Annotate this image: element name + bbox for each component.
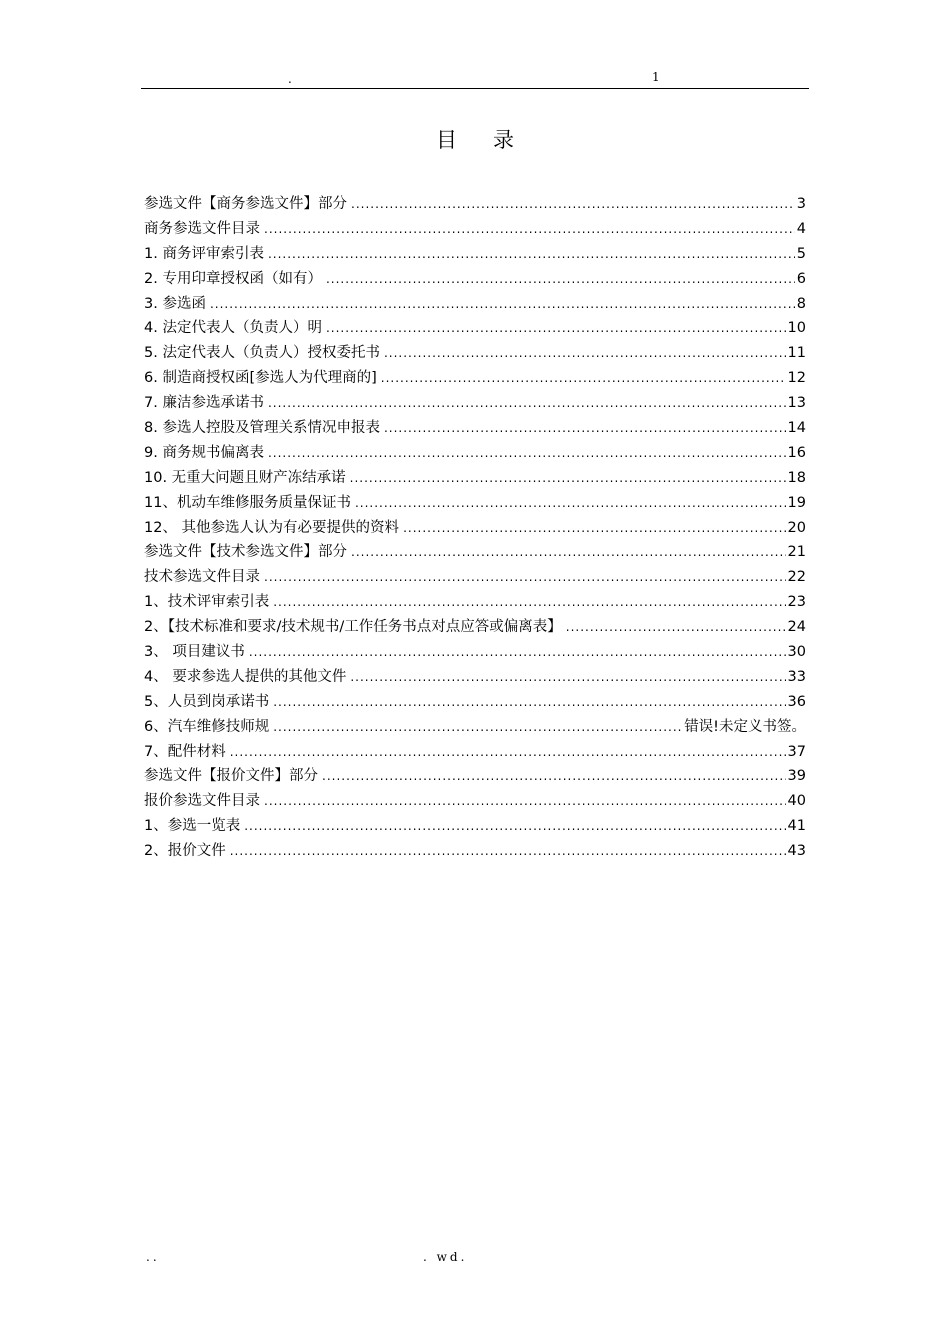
toc-entry[interactable] [144, 466, 806, 491]
toc-entry-page: 10 [787, 320, 806, 337]
toc-entry-label: 技术参选文件目录 [144, 569, 260, 586]
toc-entry[interactable] [144, 814, 806, 839]
toc-entry-page: 12 [787, 370, 806, 387]
toc-entry-label: 7、配件材料 [144, 743, 226, 760]
toc-dot-leader [322, 764, 786, 789]
toc-entry-page: 21 [787, 544, 806, 561]
toc-entry-page: 39 [787, 768, 806, 785]
toc-entry-label: 11、机动车维修服务质量保证书 [144, 494, 351, 511]
title-char-2: 录 [493, 128, 514, 152]
toc-entry-label: 12、 其他参选人认为有必要提供的资料 [144, 519, 400, 536]
toc-entry[interactable] [144, 789, 806, 814]
toc-entry-label: 1、技术评审索引表 [144, 594, 270, 611]
toc-entry[interactable] [144, 292, 806, 317]
toc-entry[interactable] [144, 441, 806, 466]
toc-dot-leader [403, 516, 785, 541]
toc-dot-leader [273, 715, 682, 740]
toc-entry[interactable] [144, 690, 806, 715]
toc-entry-label: 参选文件【商务参选文件】部分 [144, 196, 347, 212]
toc-entry-label: 9. 商务规书偏离表 [144, 444, 264, 461]
toc-entry-label: 2. 专用印章授权函（如有） [144, 270, 322, 287]
page-title [0, 124, 950, 154]
toc-entry-label: 5. 法定代表人（负责人）授权委托书 [144, 345, 380, 362]
toc-dot-leader [264, 789, 786, 814]
toc-dot-leader [244, 814, 785, 839]
toc-entry[interactable] [144, 516, 806, 541]
toc-entry-label: 4、 要求参选人提供的其他文件 [144, 668, 347, 685]
toc-dot-leader [384, 341, 786, 366]
toc-dot-leader [326, 316, 786, 341]
toc-entry[interactable] [144, 267, 806, 292]
toc-entry[interactable] [144, 217, 806, 242]
toc-entry[interactable] [144, 665, 806, 690]
toc-entry-page: 3 [796, 196, 806, 212]
toc-entry[interactable] [144, 565, 806, 590]
toc-dot-leader [230, 839, 786, 864]
toc-entry-label: 参选文件【报价文件】部分 [144, 768, 318, 785]
toc-entry[interactable] [144, 391, 806, 416]
toc-dot-leader [264, 565, 786, 590]
toc-entry-page: 4 [796, 220, 806, 237]
toc-entry[interactable] [144, 540, 806, 565]
toc-entry-label: 报价参选文件目录 [144, 793, 260, 810]
toc-entry-label: 6、汽车维修技师规 [144, 718, 270, 735]
header-mark: . [288, 72, 292, 86]
toc-entry-page: 23 [787, 594, 806, 611]
toc-entry-label: 2、【技术标准和要求/技术规书/工作任务书点对点应答或偏离表】 [144, 619, 562, 636]
page-header [141, 70, 809, 89]
toc-entry[interactable] [144, 640, 806, 665]
toc-entry-page: 11 [787, 345, 806, 362]
toc-entry-label: 商务参选文件目录 [144, 220, 260, 237]
toc-entry-label: 6. 制造商授权函[参选人为代理商的] [144, 370, 377, 387]
toc-dot-leader [210, 292, 795, 317]
toc-entry-page: 24 [787, 619, 806, 636]
toc-entry-label: 10. 无重大问题且财产冻结承诺 [144, 469, 346, 486]
toc-entry[interactable] [144, 740, 806, 765]
table-of-contents [144, 192, 806, 864]
toc-dot-leader [268, 391, 786, 416]
toc-entry[interactable] [144, 615, 806, 640]
toc-dot-leader [350, 466, 786, 491]
toc-entry-page: 37 [787, 743, 806, 760]
toc-entry-page: 14 [787, 420, 806, 437]
toc-dot-leader [230, 740, 786, 765]
toc-dot-leader [566, 615, 786, 640]
toc-dot-leader [264, 217, 795, 242]
toc-entry[interactable] [144, 839, 806, 864]
toc-entry-label: 参选文件【技术参选文件】部分 [144, 544, 347, 561]
toc-entry[interactable] [144, 491, 806, 516]
toc-dot-leader [384, 416, 786, 441]
toc-dot-leader [268, 242, 795, 267]
toc-entry-page: 41 [787, 818, 806, 835]
toc-entry-page: 错误!未定义书签。 [684, 718, 806, 735]
toc-dot-leader [249, 640, 786, 665]
toc-entry-page: 19 [787, 494, 806, 511]
toc-entry-label: 8. 参选人控股及管理关系情况申报表 [144, 420, 380, 437]
toc-dot-leader [381, 366, 786, 391]
toc-dot-leader [326, 267, 795, 292]
toc-entry[interactable] [144, 764, 806, 789]
footer-left-text: .. [146, 1250, 160, 1264]
toc-entry[interactable] [144, 416, 806, 441]
toc-entry-label: 1、参选一览表 [144, 818, 241, 835]
toc-entry-page: 22 [787, 569, 806, 586]
toc-entry-page: 5 [796, 245, 806, 262]
toc-entry[interactable] [144, 192, 806, 217]
toc-entry-label: 7. 廉洁参选承诺书 [144, 395, 264, 412]
toc-entry-page: 13 [787, 395, 806, 412]
toc-entry[interactable] [144, 366, 806, 391]
toc-entry[interactable] [144, 242, 806, 267]
toc-dot-leader [351, 540, 786, 565]
toc-entry-page: 6 [796, 270, 806, 287]
footer-center-text: . wd. [423, 1250, 468, 1264]
header-page-number: 1 [652, 70, 660, 84]
toc-entry-label: 3、 项目建议书 [144, 644, 245, 661]
toc-dot-leader [351, 192, 795, 217]
toc-entry-page: 36 [787, 693, 806, 710]
toc-entry-label: 1. 商务评审索引表 [144, 245, 264, 262]
toc-entry-page: 20 [787, 519, 806, 536]
toc-entry-label: 5、人员到岗承诺书 [144, 693, 270, 710]
toc-entry-page: 40 [787, 793, 806, 810]
toc-entry-label: 3. 参选函 [144, 295, 206, 312]
toc-dot-leader [273, 690, 785, 715]
toc-dot-leader [268, 441, 786, 466]
toc-entry-label: 2、报价文件 [144, 843, 226, 860]
toc-entry-page: 8 [796, 295, 806, 312]
toc-entry[interactable] [144, 715, 806, 740]
title-char-1: 目 [436, 128, 457, 152]
toc-entry[interactable] [144, 590, 806, 615]
toc-entry-page: 16 [787, 444, 806, 461]
toc-entry[interactable] [144, 341, 806, 366]
toc-dot-leader [350, 665, 785, 690]
toc-entry-label: 4. 法定代表人（负责人）明 [144, 320, 322, 337]
page-footer [0, 1250, 950, 1270]
toc-entry-page: 18 [787, 469, 806, 486]
toc-entry[interactable] [144, 316, 806, 341]
toc-dot-leader [273, 590, 785, 615]
toc-dot-leader [355, 491, 786, 516]
toc-entry-page: 33 [787, 668, 806, 685]
toc-entry-page: 30 [787, 644, 806, 661]
toc-entry-page: 43 [787, 843, 806, 860]
